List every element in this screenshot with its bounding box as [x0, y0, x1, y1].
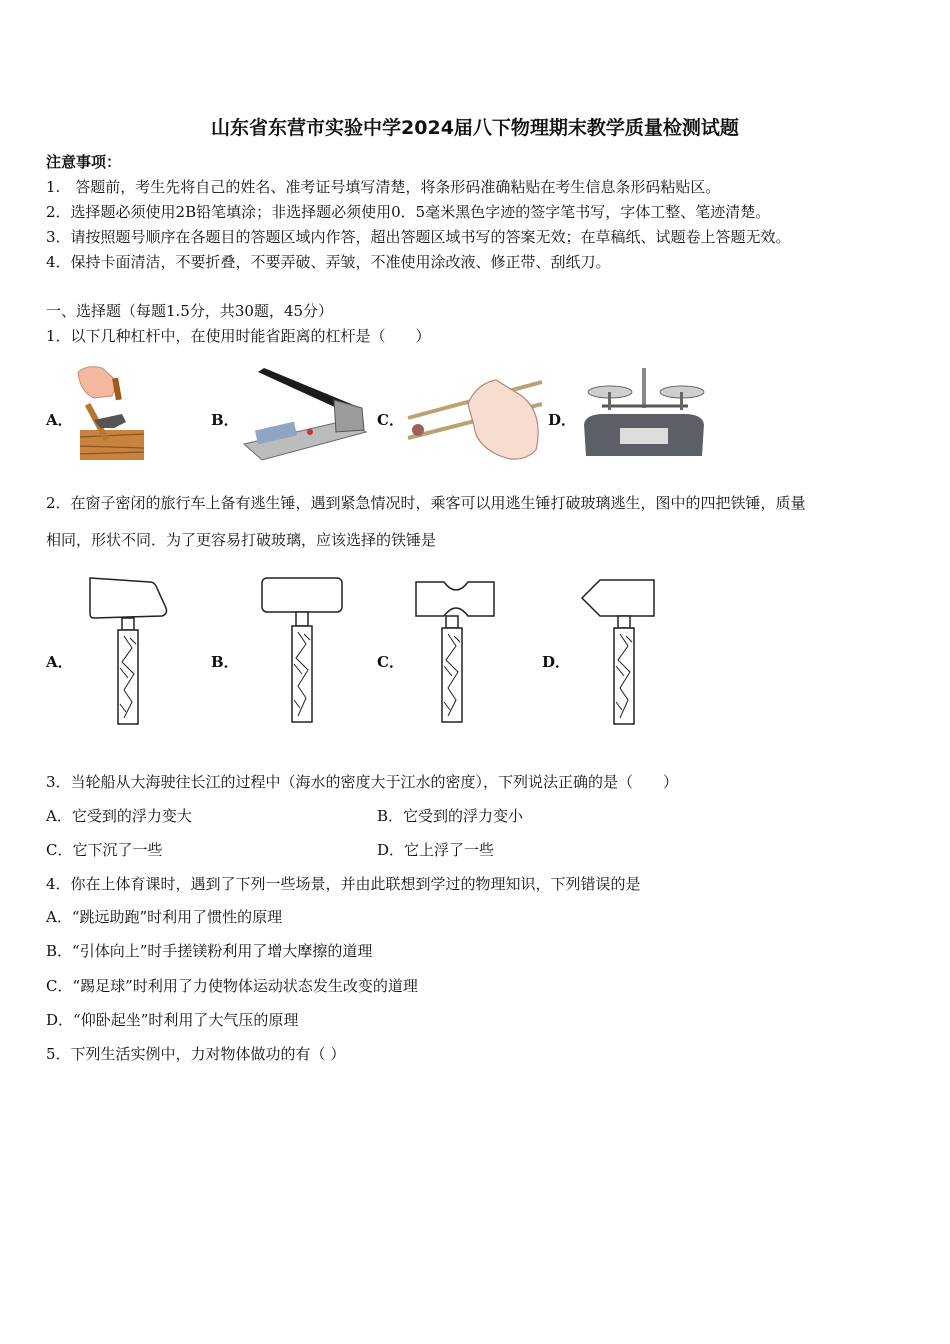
notice-heading: 注意事项： [46, 153, 122, 171]
q4-option-b: B．“引体向上”时手搓镁粉利用了增大摩擦的道理 [46, 942, 373, 960]
notice-item-1: 1. 答题前，考生先将自己的姓名、准考证号填写清楚，将条形码准确粘贴在考生信息条形码粘贴区。 [46, 178, 721, 196]
q1-option-d-label: D． [548, 411, 577, 429]
hammer-claw-image [74, 362, 152, 464]
q5-stem: 5．下列生活实例中，力对物体做功的有（ ） [46, 1045, 346, 1063]
q2-option-b-label: B． [211, 653, 239, 671]
hammer-d-image [578, 576, 660, 728]
q4-option-c: C．“踢足球”时利用了力使物体运动状态发生改变的道理 [46, 977, 418, 995]
q1-option-a-label: A． [46, 411, 73, 429]
page-title: 山东省东营市实验中学2024届八下物理期末教学质量检测试题 [211, 117, 739, 139]
notice-item-4: 4．保持卡面清洁，不要折叠，不要弄破、弄皱，不准使用涂改液、修正带、刮纸刀。 [46, 253, 611, 271]
q3-stem: 3．当轮船从大海驶往长江的过程中（海水的密度大于江水的密度），下列说法正确的是（ ） [46, 773, 679, 791]
hammer-c-image [410, 576, 500, 726]
balance-scale-image [576, 362, 712, 464]
q4-stem: 4．你在上体育课时，遇到了下列一些场景，并由此联想到学过的物理知识，下列错误的是 [46, 875, 641, 893]
q3-option-b: B．它受到的浮力变小 [377, 807, 524, 825]
notice-item-3: 3．请按照题号顺序在各题目的答题区域内作答，超出答题区域书写的答案无效；在草稿纸、试题卷上答题无效。 [46, 228, 791, 246]
q3-option-a: A．它受到的浮力变大 [46, 807, 192, 825]
q4-option-a: A．“跳远助跑”时利用了惯性的原理 [46, 908, 283, 926]
q2-stem-line1: 2．在窗子密闭的旅行车上备有逃生锤，遇到紧急情况时，乘客可以用逃生锤打破玻璃逃生，图中的四把铁锤，质量 [46, 494, 806, 512]
q3-option-d: D．它上浮了一些 [377, 841, 495, 859]
notice-item-2: 2．选择题必须使用2B铅笔填涂；非选择题必须使用0．5毫米黑色字迹的签字笔书写，字体工整、笔迹清楚。 [46, 203, 771, 221]
q2-option-c-label: C． [377, 653, 404, 671]
q3-option-c: C．它下沉了一些 [46, 841, 163, 859]
section-heading: 一、选择题（每题1.5分，共30题，45分） [46, 302, 334, 320]
hammer-a-image [86, 574, 170, 726]
q1-stem: 1．以下几种杠杆中，在使用时能省距离的杠杆是（ ） [46, 327, 431, 345]
hammer-b-image [258, 574, 348, 726]
q1-option-b-label: B． [211, 411, 239, 429]
q2-option-a-label: A． [46, 653, 73, 671]
chopsticks-image [404, 374, 546, 466]
stapler-image [238, 362, 370, 464]
q1-option-c-label: C． [377, 411, 404, 429]
q2-option-d-label: D． [542, 653, 571, 671]
q2-stem-line2: 相同，形状不同．为了更容易打破玻璃，应该选择的铁锤是 [46, 531, 437, 549]
q4-option-d: D．“仰卧起坐”时利用了大气压的原理 [46, 1011, 299, 1029]
